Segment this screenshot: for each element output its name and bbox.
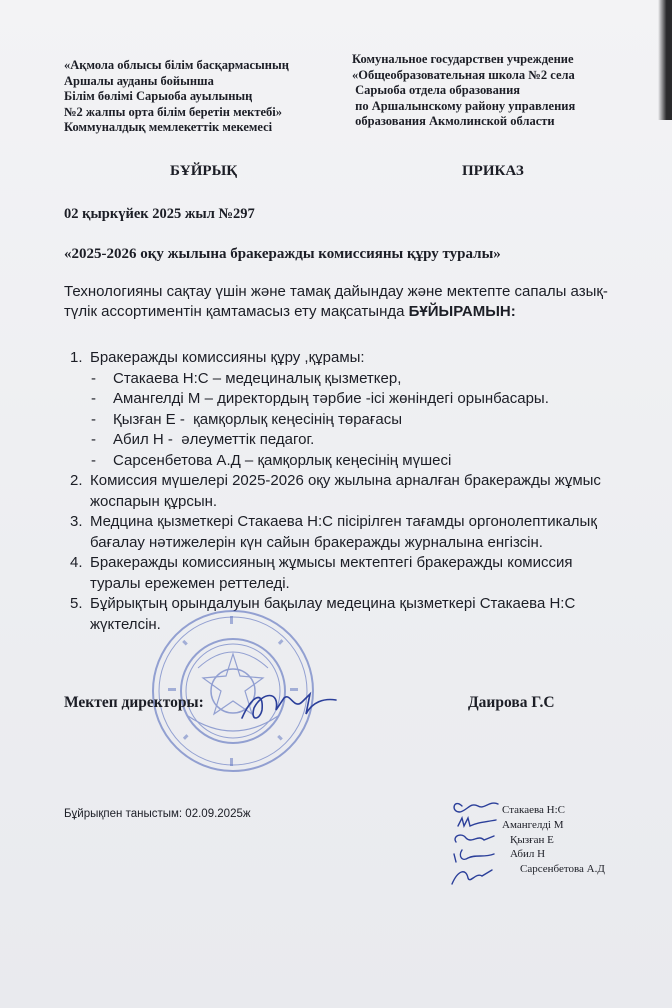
director-signature-icon	[232, 680, 342, 730]
signer-name: Абил Н	[510, 848, 546, 861]
signer-name: Амангелді М	[502, 818, 564, 831]
title-kz: БҰЙРЫҚ	[170, 163, 238, 179]
header-kz-line: №2 жалпы орта білім беретін мектебі»	[64, 104, 283, 119]
item-line: Бракеражды комиссияның жұмысы мектептегі бракеражды комиссия	[90, 554, 573, 571]
member-item: - Қызған Е - қамқорлық кеңесінің төрағасы	[91, 410, 402, 428]
intro-emphasis: БҰЙЫРАМЫН:	[408, 303, 516, 320]
page-edge-shadow	[658, 0, 672, 120]
member-text: Абил Н - әлеуметтік педагог.	[113, 431, 315, 448]
member-item: - Амангелді М – директордың тәрбие -ісі жөніндегі орынбасары.	[91, 390, 549, 407]
intro-line: түлік ассортиментін қамтамасыз ету мақсатында	[64, 303, 405, 320]
order-date-number: 02 қыркүйек 2025 жыл №297	[64, 206, 255, 222]
header-kz-line: Аршалы ауданы бойынша	[64, 73, 214, 88]
member-text: Сарсенбетова А.Д – қамқорлық кеңесінің мүшесі	[113, 451, 452, 469]
signer-name: Сарсенбетова А.Д	[520, 863, 605, 876]
acknowledged-line: Бұйрықпен таныстым: 02.09.2025ж	[64, 808, 251, 820]
item-number: 1.	[70, 349, 83, 366]
signer-list	[502, 803, 605, 877]
order-items	[70, 348, 650, 635]
list-item	[70, 471, 650, 512]
item-line: жүктелсін.	[90, 615, 161, 633]
member-text: Қызған Е - қамқорлық кеңесінің төрағасы	[113, 410, 402, 428]
list-item	[70, 512, 650, 553]
item-number: 3.	[70, 513, 83, 530]
member-item: - Абил Н - әлеуметтік педагог.	[91, 431, 315, 448]
header-ru-line: по Аршалынскому району управления	[352, 98, 576, 113]
header-ru-line: Комунальное государствен учреждение	[352, 52, 574, 66]
header-ru	[352, 52, 575, 130]
list-item	[70, 553, 650, 594]
item-line: Бұйрықтың орындалуын бақылау медецина қызметкері Стакаева Н:С	[90, 595, 576, 612]
item-line: Бракеражды комиссияны құру ,құрамы:	[90, 349, 365, 366]
signer-signatures-icon	[448, 792, 508, 892]
member-text: Амангелді М – директордың тәрбие -ісі жөніндегі орынбасары.	[113, 390, 549, 407]
order-subject: «2025-2026 оқу жылына бракеражды комиссияны құру туралы»	[64, 246, 501, 262]
member-text: Стакаева Н:С – медециналық қызметкер,	[113, 369, 402, 387]
signer-name: Қызған Е	[510, 833, 554, 846]
item-number: 5.	[70, 595, 83, 612]
item-line: бағалау нәтижелерін күн сайын бракеражды журналына енгізсін.	[90, 533, 543, 551]
intro-line: Технологияны сақтау үшін және тамақ дайындау және мектепте сапалы азық-	[64, 283, 608, 300]
director-name: Даирова Г.С	[468, 694, 555, 711]
item-line: жоспарын құрсын.	[90, 492, 218, 510]
header-kz-line: «Ақмола облысы білім басқармасының	[64, 58, 289, 72]
director-label: Мектеп директоры:	[64, 694, 204, 711]
header-kz	[64, 58, 289, 136]
item-number: 4.	[70, 554, 83, 571]
header-ru-line: Сарыоба отдела образования	[352, 83, 521, 97]
header-kz-line: Білім бөлімі Сарыоба ауылының	[64, 89, 253, 103]
member-item: - Стакаева Н:С – медециналық қызметкер,	[91, 369, 402, 387]
intro-line-2	[64, 302, 644, 322]
item-line: туралы ережемен реттеледі.	[90, 574, 290, 592]
header-ru-line: «Общеобразовательная школа №2 села	[352, 67, 575, 82]
header-kz-line: Коммуналдық мемлекеттік мекемесі	[64, 120, 273, 134]
item-line: Медцина қызметкері Стакаева Н:С пісірілген тағамды оргонолептикалық	[90, 513, 597, 530]
title-ru: ПРИКАЗ	[462, 163, 524, 179]
header-ru-line: образования Акмолинской области	[352, 114, 555, 128]
signer-name: Стакаева Н:С	[502, 804, 565, 816]
intro-paragraph	[64, 282, 644, 322]
member-item: - Сарсенбетова А.Д – қамқорлық кеңесінің мүшесі	[91, 451, 452, 469]
item-line: Комиссия мүшелері 2025-2026 оқу жылына арналған бракеражды жұмыс	[90, 472, 601, 489]
list-item	[70, 348, 650, 369]
item-number: 2.	[70, 472, 83, 489]
